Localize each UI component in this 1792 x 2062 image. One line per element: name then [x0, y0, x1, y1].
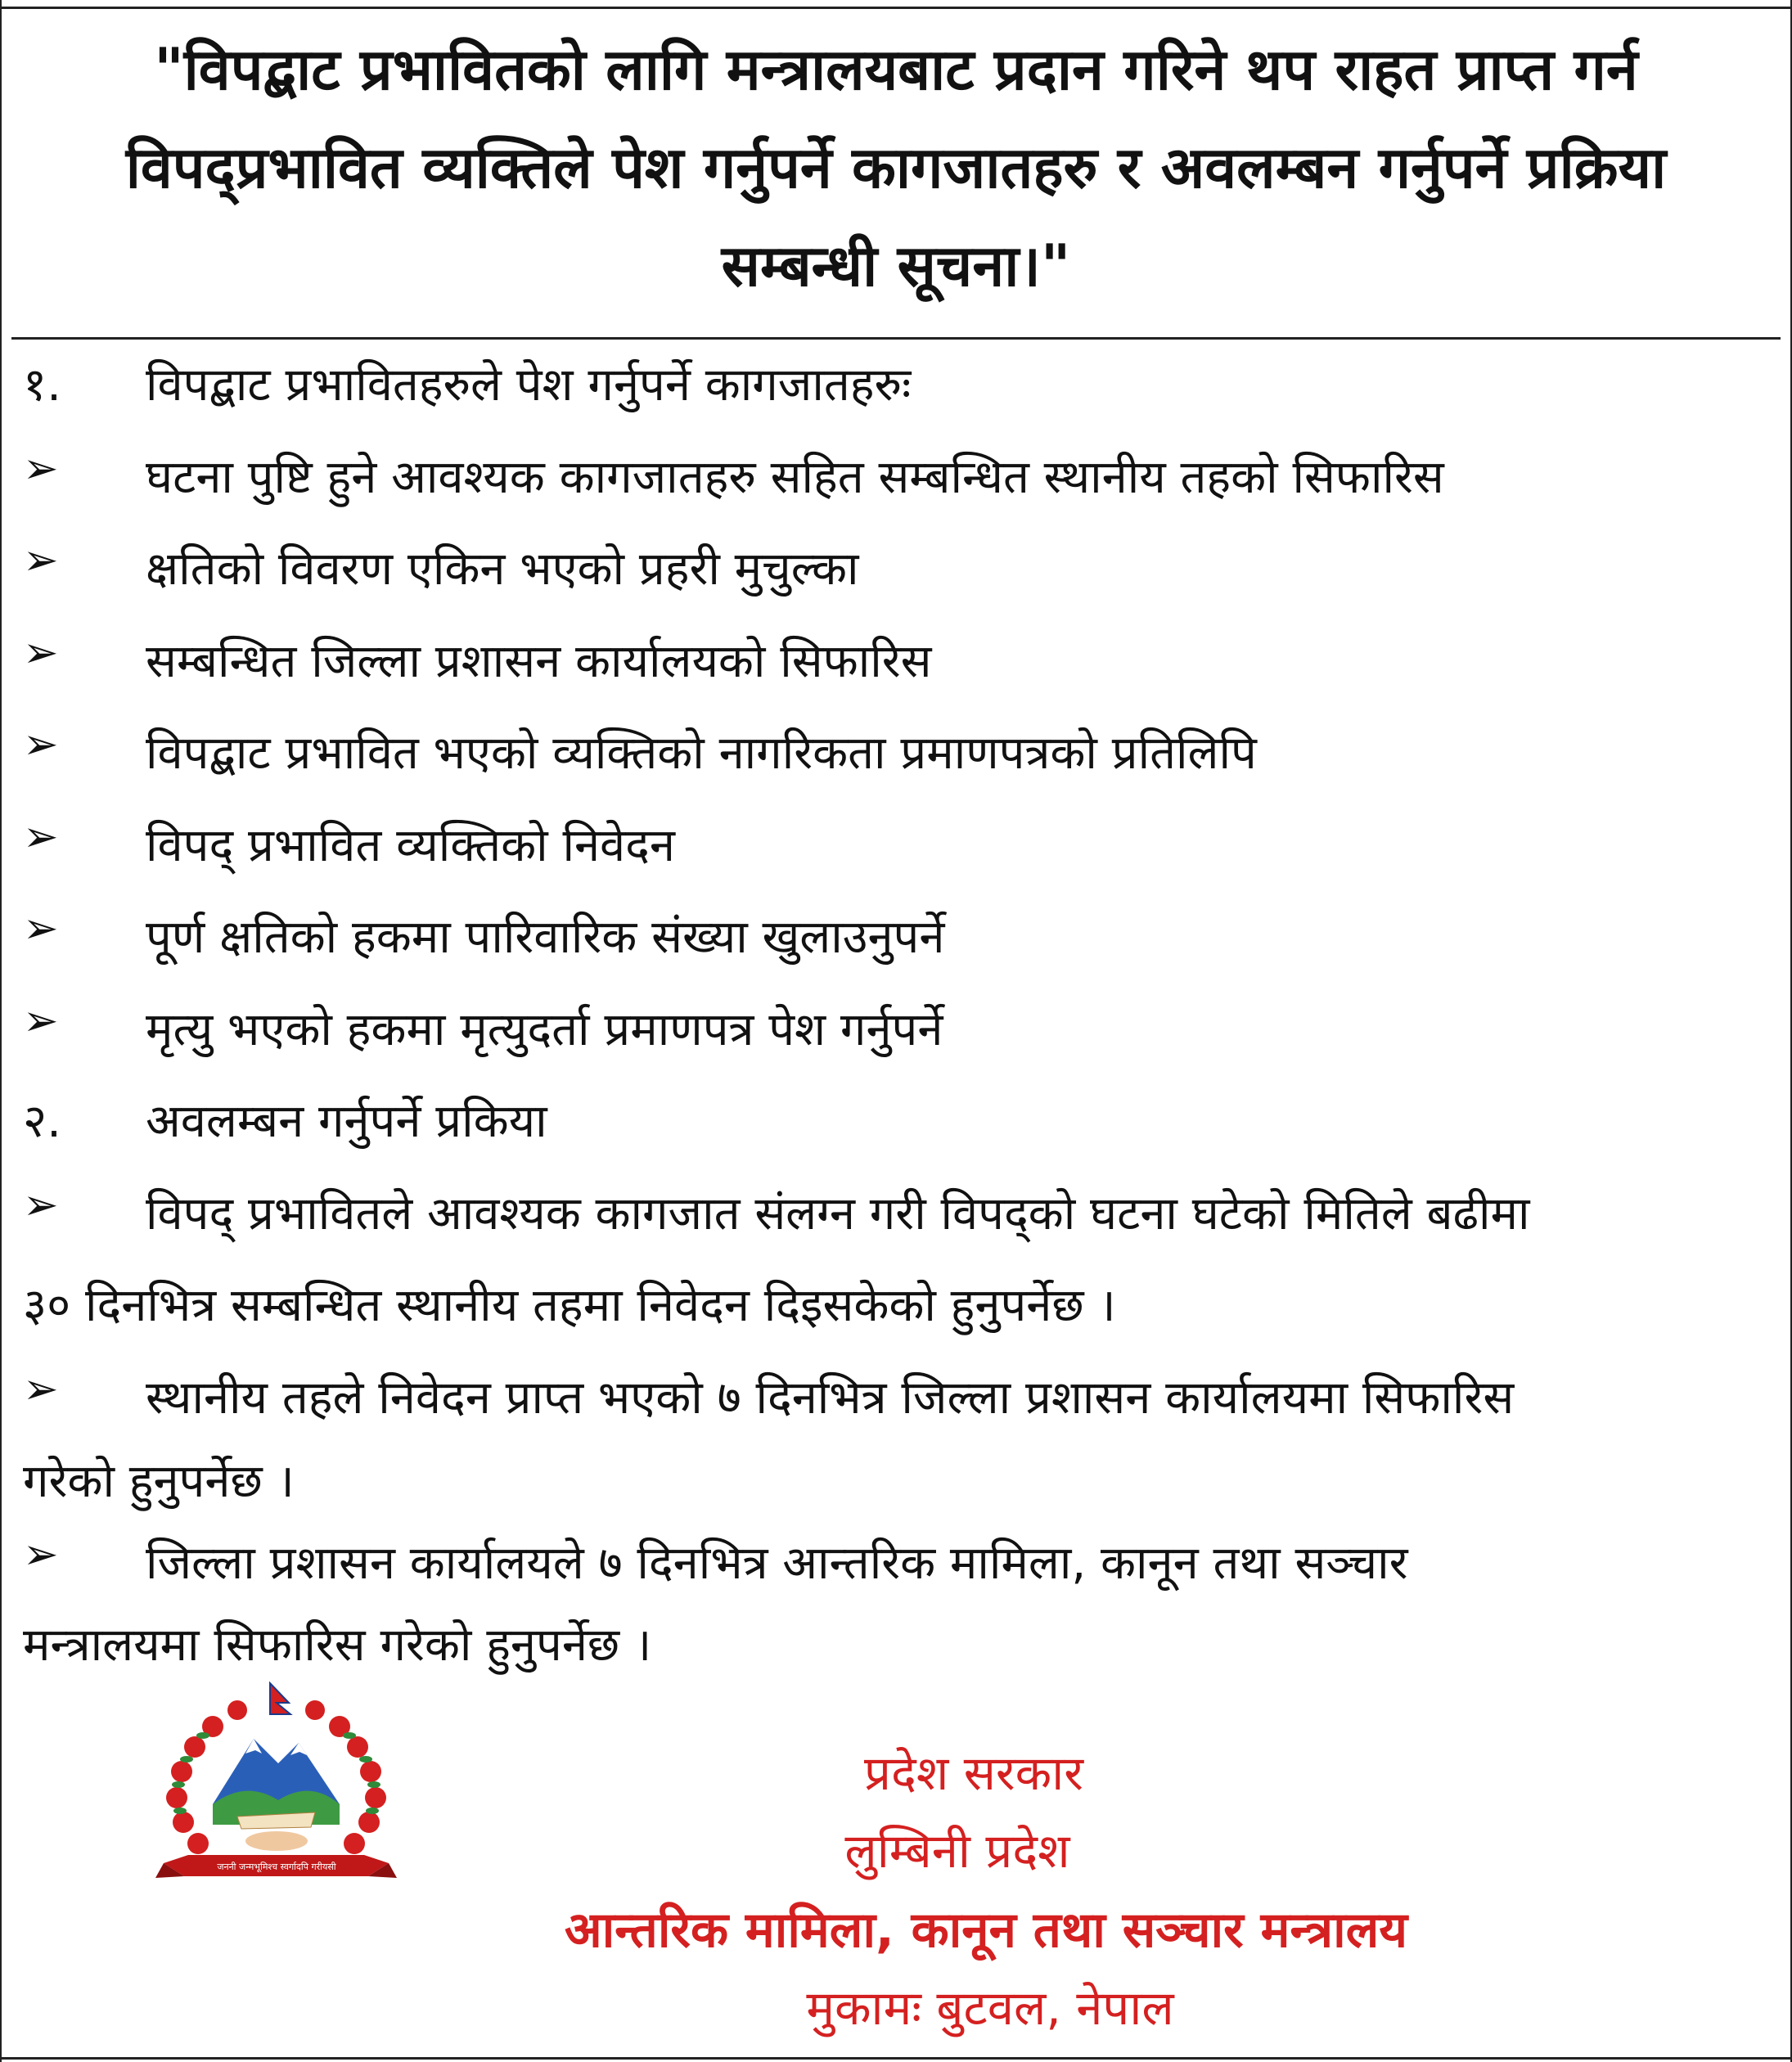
procedure-text-continued: ३० दिनभित्र सम्बन्धित स्थानीय तहमा निवेदन दिइसकेको हुनुपर्नेछ । — [23, 1279, 1116, 1332]
procedure-text-continued: मन्त्रालयमा सिफारिस गरेको हुनुपर्नेछ । — [23, 1619, 652, 1672]
bullet-arrow-icon: ➢ — [23, 1365, 59, 1414]
procedure-text: विपद् प्रभावितले आवश्यक कागजात संलग्न गरी विपद्को घटना घटेको मितिले बढीमा — [146, 1187, 1530, 1240]
nepal-emblem-icon — [155, 1682, 397, 1894]
section2-number: २. — [23, 1095, 61, 1148]
bullet-arrow-icon: ➢ — [23, 813, 59, 862]
bullet-arrow-icon: ➢ — [23, 1530, 59, 1579]
bullet-arrow-icon: ➢ — [23, 720, 59, 769]
notice-title — [57, 20, 1735, 315]
title-divider — [11, 337, 1781, 340]
signature-location: मुकामः बुटवल, नेपाल — [806, 1980, 1174, 2036]
list-item-text: क्षतिको विवरण एकिन भएको प्रहरी मुचुल्का — [146, 543, 859, 596]
bullet-arrow-icon: ➢ — [23, 536, 59, 585]
procedure-text: स्थानीय तहले निवेदन प्राप्त भएको ७ दिनभित्र जिल्ला प्रशासन कार्यालयमा सिफारिस — [146, 1371, 1515, 1425]
list-item-text: मृत्यु भएको हकमा मृत्युदर्ता प्रमाणपत्र पेश गर्नुपर्ने — [146, 1003, 943, 1056]
bullet-arrow-icon: ➢ — [23, 628, 59, 678]
emblem-motto: जननी जन्मभूमिश्च स्वर्गादपि गरीयसी — [217, 1862, 336, 1872]
section1-number: १. — [23, 358, 61, 412]
top-rule — [0, 7, 1792, 9]
section1-heading: विपद्बाट प्रभावितहरुले पेश गर्नुपर्ने कागजातहरुः — [146, 358, 912, 412]
signature-line-1: प्रदेश सरकार — [864, 1745, 1083, 1801]
list-item-text: पूर्ण क्षतिको हकमा पारिवारिक संख्या खुलाउनुपर्ने — [146, 911, 945, 964]
procedure-text: जिल्ला प्रशासन कार्यालयले ७ दिनभित्र आन्तरिक मामिला, कानून तथा सञ्चार — [146, 1537, 1408, 1590]
section2-heading: अवलम्बन गर्नुपर्ने प्रकिया — [146, 1095, 547, 1148]
signature-line-2: लुम्बिनी प्रदेश — [844, 1823, 1070, 1879]
bullet-arrow-icon: ➢ — [23, 904, 59, 953]
procedure-text-continued: गरेको हुनुपर्नेछ । — [23, 1455, 295, 1508]
list-item-text: सम्बन्धित जिल्ला प्रशासन कार्यालयको सिफारिस — [146, 635, 932, 688]
list-item-text: विपद्बाट प्रभावित भएको व्यक्तिको नागरिकता प्रमाणपत्रको प्रतिलिपि — [146, 727, 1257, 780]
bullet-arrow-icon: ➢ — [23, 444, 59, 493]
bullet-arrow-icon: ➢ — [23, 997, 59, 1046]
title-line-3: सम्बन्धी सूचना।" — [721, 232, 1071, 299]
signature-ministry: आन्तरिक मामिला, कानून तथा सञ्चार मन्त्रालय — [564, 1902, 1408, 1959]
bullet-arrow-icon: ➢ — [23, 1181, 59, 1230]
bottom-rule — [0, 2057, 1792, 2060]
list-item-text: घटना पुष्टि हुने आवश्यक कागजातहरु सहित सम्बन्धित स्थानीय तहको सिफारिस — [146, 451, 1444, 504]
title-line-2: विपद्प्रभावित व्यक्तिले पेश गर्नुपर्ने कागजातहरु र अवलम्बन गर्नुपर्ने प्रक्रिया — [125, 134, 1667, 201]
title-line-1: "विपद्बाट प्रभावितको लागि मन्त्रालयबाट प्रदान गरिने थप राहत प्राप्त गर्न — [154, 36, 1638, 103]
list-item-text: विपद् प्रभावित व्यक्तिको निवेदन — [146, 819, 676, 872]
